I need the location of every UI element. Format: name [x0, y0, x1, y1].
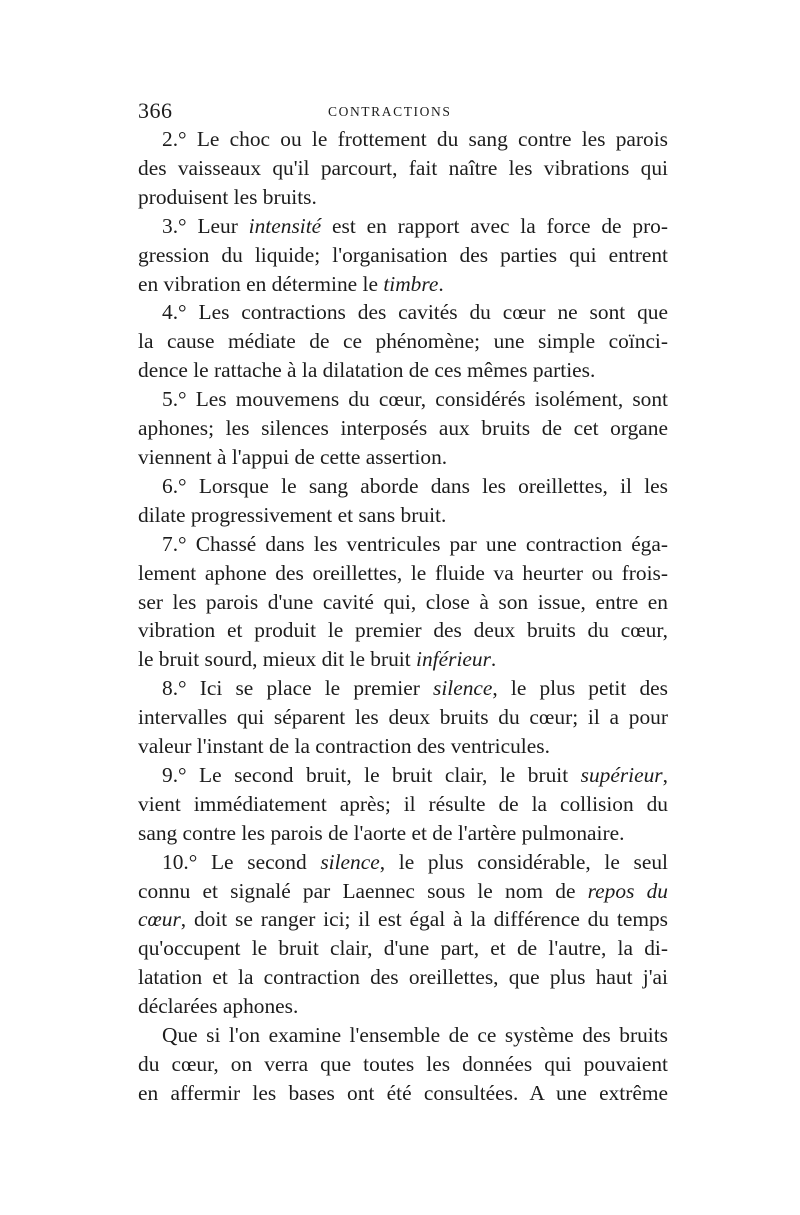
text-line: 2.° Le choc ou le frottement du sang contre les parois: [162, 127, 668, 151]
text-line: du cœur, on verra que toutes les données qui pouvaient: [138, 1052, 668, 1076]
italic-term: repos du: [587, 878, 668, 903]
text-line: qu'occupent le bruit clair, d'une part, et de l'autre, la di-: [138, 936, 668, 961]
text-line: en affermir les bases ont été consultées. A une extrême: [138, 1080, 668, 1105]
page-header: [138, 98, 668, 126]
italic-term: timbre: [383, 271, 439, 296]
text-line: connu et signalé par Laennec sous le nom de repos du: [138, 878, 668, 903]
text-line: lement aphone des oreillettes, le fluide va heurter ou frois-: [138, 560, 668, 585]
text-line: 7.° Chassé dans les ventricules par une contraction éga-: [162, 531, 668, 556]
italic-term: silence: [433, 676, 493, 701]
text-line: Que si l'on examine l'ensemble de ce système des bruits: [162, 1023, 668, 1048]
text-line: dilate progressivement et sans bruit.: [138, 502, 447, 527]
text-line: produisent les bruits.: [138, 184, 317, 209]
text-line: des vaisseaux qu'il parcourt, fait naître les vibrations qui: [138, 155, 668, 180]
text-line: 4.° Les contractions des cavités du cœur ne sont que: [162, 300, 668, 325]
page-number: 366: [138, 98, 173, 123]
italic-term: intensité: [248, 213, 322, 238]
italic-term: cœur: [138, 907, 181, 932]
text-line: 10.° Le second silence, le plus considérable, le seul: [162, 849, 668, 874]
text-line: cœur, doit se ranger ici; il est égal à la différence du temps: [138, 907, 668, 932]
text-line: dence le rattache à la dilatation de ces mêmes parties.: [138, 358, 596, 383]
text-line: ser les parois d'une cavité qui, close à son issue, entre en: [138, 589, 668, 614]
text-line: vibration et produit le premier des deux bruits du cœur,: [138, 618, 668, 643]
italic-term: inférieur: [416, 647, 491, 672]
italic-term: silence: [320, 849, 380, 874]
running-title: CONTRACTIONS: [328, 104, 452, 119]
text-line: intervalles qui séparent les deux bruits du cœur; il a pour: [138, 705, 668, 730]
text-line: vient immédiatement après; il résulte de la collision du: [138, 791, 668, 816]
text-line: 3.° Leur intensité est en rapport avec la force de pro-: [162, 213, 669, 238]
italic-term: supérieur: [580, 762, 663, 787]
text-line: gression du liquide; l'organisation des parties qui entrent: [138, 242, 668, 267]
text-line: déclarées aphones.: [138, 994, 299, 1019]
text-line: viennent à l'appui de cette assertion.: [138, 444, 448, 469]
text-line: sang contre les parois de l'aorte et de l'artère pulmonaire.: [138, 820, 625, 845]
text-line: le bruit sourd, mieux dit le bruit inférieur.: [138, 647, 497, 672]
text-line: valeur l'instant de la contraction des ventricules.: [138, 734, 550, 759]
text-line: 6.° Lorsque le sang aborde dans les oreillettes, il les: [162, 473, 668, 498]
text-line: aphones; les silences interposés aux bruits de cet organe: [138, 416, 668, 441]
text-line: 8.° Ici se place le premier silence, le plus petit des: [162, 676, 668, 701]
text-line: 5.° Les mouvemens du cœur, considérés isolément, sont: [162, 387, 668, 412]
text-line: en vibration en détermine le timbre.: [138, 271, 444, 296]
body-text: [138, 125, 668, 1108]
text-line: latation et la contraction des oreillettes, que plus haut j'ai: [138, 965, 668, 990]
text-line: la cause médiate de ce phénomène; une simple coïnci-: [138, 329, 668, 354]
text-line: 9.° Le second bruit, le bruit clair, le bruit supérieur,: [162, 762, 668, 787]
